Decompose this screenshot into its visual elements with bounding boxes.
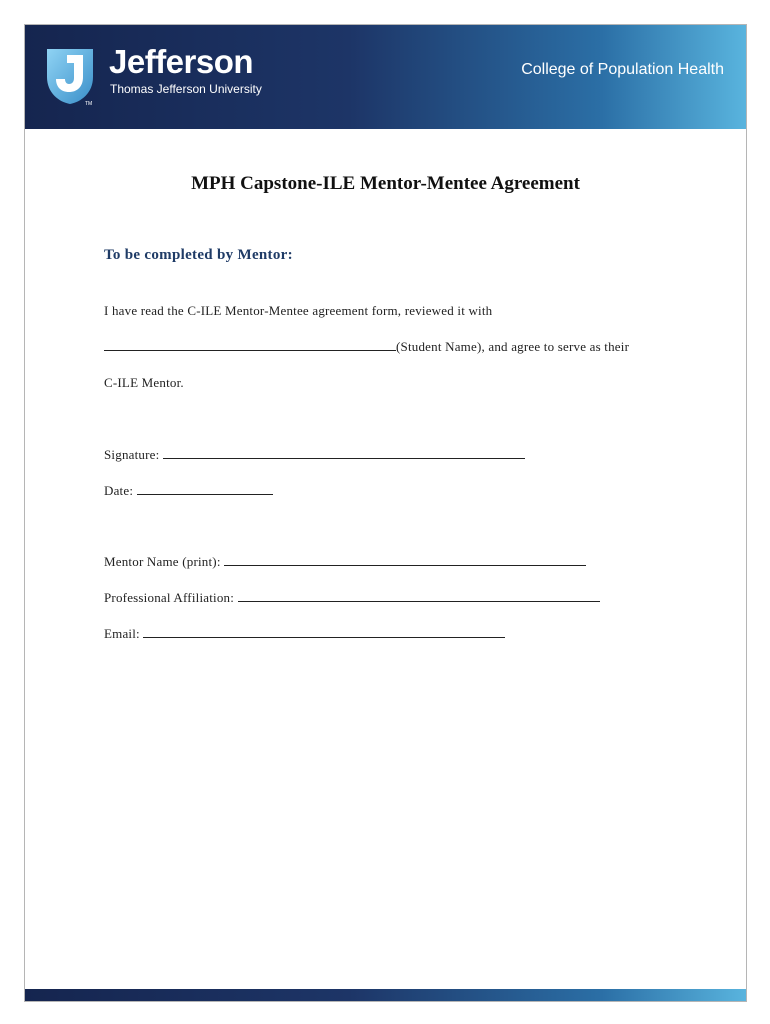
jefferson-shield-logo-icon [45,47,95,105]
date-label: Date: [104,483,134,498]
date-row [104,483,273,499]
statement-line-2 [104,339,629,355]
statement-line-1 [104,303,492,319]
signature-label: Signature: [104,447,160,462]
mentor-name-field[interactable] [224,554,586,566]
affiliation-label: Professional Affiliation: [104,590,235,605]
student-name-field[interactable] [104,339,396,351]
email-label: Email: [104,626,140,641]
document-page [24,24,747,1002]
mentor-name-label: Mentor Name (print): [104,554,221,569]
trademark-mark: TM [85,101,93,107]
footer-bar [25,989,746,1001]
email-row [104,626,505,642]
logo-subtitle: Thomas Jefferson University [110,82,262,96]
logo-wordmark: Jefferson [109,43,254,80]
statement-text-3: C-ILE Mentor. [104,375,184,390]
section-heading: To be completed by Mentor: [104,247,293,263]
statement-text-2: (Student Name), and agree to serve as their [396,339,630,354]
statement-text-1: I have read the C-ILE Mentor-Mentee agreement form, reviewed it with [104,303,493,318]
signature-field[interactable] [163,447,525,459]
header-banner [25,25,746,129]
mentor-name-row [104,554,586,570]
page-title: MPH Capstone-ILE Mentor-Mentee Agreement [191,173,580,194]
email-field[interactable] [143,626,505,638]
date-field[interactable] [137,483,273,495]
statement-line-3 [104,375,184,391]
signature-row [104,447,525,463]
affiliation-field[interactable] [238,590,600,602]
college-name: College of Population Health [521,61,724,78]
affiliation-row [104,590,600,606]
